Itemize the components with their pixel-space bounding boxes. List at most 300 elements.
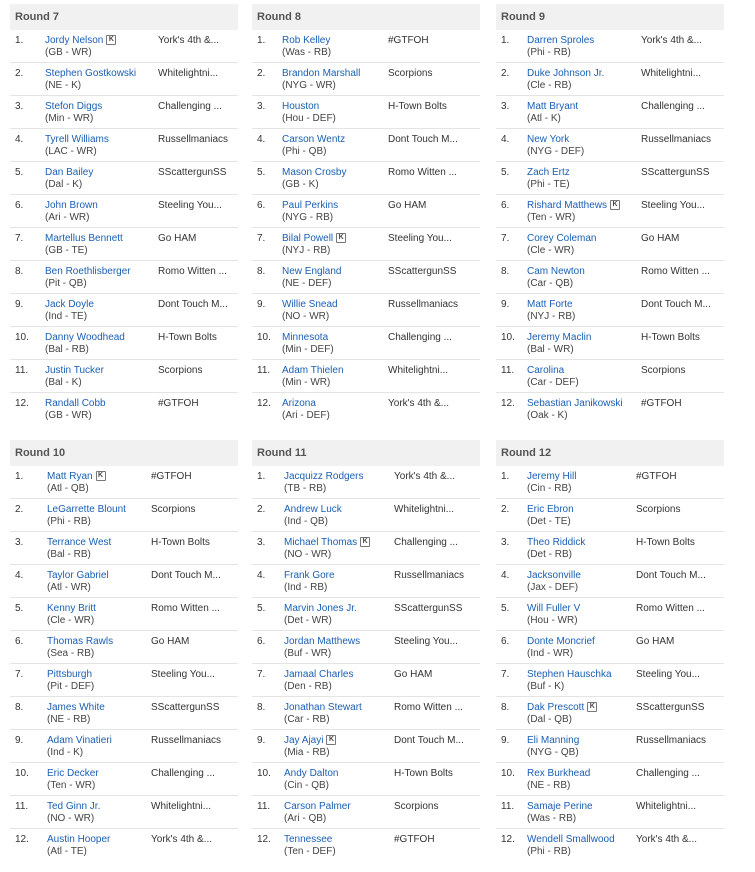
player-name-line (47, 537, 111, 549)
player-cell (47, 537, 111, 561)
player-team-position: (Oak - K) (527, 410, 568, 421)
player-cell (45, 35, 116, 59)
player-name-link[interactable]: Adam Vinatieri (47, 735, 112, 746)
player-name-link[interactable]: Tennessee (284, 834, 333, 845)
player-cell (527, 636, 595, 660)
player-name-link[interactable]: Matt Ryan (47, 471, 93, 482)
round-title: Round 11 (252, 440, 480, 466)
pick-row (10, 763, 238, 796)
player-name-line (45, 365, 104, 377)
player-cell (284, 702, 362, 726)
pick-number: 6. (15, 636, 24, 647)
player-team-position: (Det - WR) (284, 615, 332, 626)
player-name-line (282, 68, 360, 80)
fantasy-team-name: Dont Touch M... (151, 570, 221, 581)
pick-number: 3. (257, 101, 266, 112)
player-name-link[interactable]: Jamaal Charles (284, 669, 354, 680)
player-name-link[interactable]: Thomas Rawls (47, 636, 114, 647)
fantasy-team-name: Steeling You... (151, 669, 215, 680)
player-cell (527, 365, 579, 389)
player-name-link[interactable]: Dak Prescott (527, 702, 585, 713)
player-name-line (284, 471, 363, 483)
pick-number: 12. (501, 398, 515, 409)
player-name-link[interactable]: Austin Hooper (47, 834, 111, 845)
player-name-link[interactable]: Randall Cobb (45, 398, 106, 409)
player-name-link[interactable]: Carolina (527, 365, 565, 376)
player-name-link[interactable]: Dan Bailey (45, 167, 94, 178)
pick-row (252, 129, 480, 162)
fantasy-team-name: York's 4th &... (636, 834, 698, 845)
player-cell (282, 398, 330, 422)
player-name-link[interactable]: Eli Manning (527, 735, 580, 746)
player-name-link[interactable]: Andy Dalton (284, 768, 339, 779)
player-cell (527, 134, 584, 158)
player-team-position: (Bal - WR) (527, 344, 574, 355)
pick-row (252, 228, 480, 261)
player-name-link[interactable]: Rishard Matthews (527, 200, 608, 211)
player-name-line (45, 68, 136, 80)
player-team-position: (Cle - WR) (47, 615, 95, 626)
pick-row (10, 466, 238, 499)
fantasy-team-name: SScattergunSS (641, 167, 710, 178)
player-name-link[interactable]: Wendell Smallwood (527, 834, 615, 845)
pick-number: 8. (501, 702, 510, 713)
player-cell (284, 768, 338, 792)
player-name-line (47, 735, 112, 747)
pick-number: 11. (501, 365, 515, 376)
pick-number: 5. (501, 603, 510, 614)
player-cell (45, 365, 104, 389)
player-team-position: (Ind - WR) (527, 648, 574, 659)
fantasy-team-name: SScattergunSS (151, 702, 220, 713)
player-cell (47, 834, 110, 858)
player-team-position: (Ari - WR) (45, 212, 90, 223)
player-name-line (47, 603, 96, 615)
player-name-link[interactable]: Carson Wentz (282, 134, 346, 145)
fantasy-team-name: Romo Witten ... (394, 702, 463, 713)
player-name-link[interactable]: Carson Palmer (284, 801, 351, 812)
player-name-line (47, 669, 94, 681)
pick-number: 3. (501, 101, 510, 112)
player-cell (45, 167, 93, 191)
round-title: Round 8 (252, 4, 480, 30)
player-cell (527, 537, 585, 561)
pick-row (496, 796, 724, 829)
player-name-link[interactable]: Cam Newton (527, 266, 585, 277)
player-team-position: (NE - DEF) (282, 278, 332, 289)
player-cell (284, 669, 353, 693)
pick-row (496, 30, 724, 63)
player-cell (45, 200, 98, 224)
keeper-badge-icon: K (360, 537, 370, 547)
player-name-link[interactable]: Ted Ginn Jr. (47, 801, 101, 812)
player-name-line (527, 167, 570, 179)
player-cell (527, 570, 581, 594)
pick-number: 10. (257, 332, 271, 343)
player-cell (527, 101, 578, 125)
player-cell (47, 669, 94, 693)
player-name-line (45, 134, 109, 146)
pick-number: 6. (15, 200, 24, 211)
player-name-line (284, 504, 342, 516)
pick-number: 3. (501, 537, 510, 548)
fantasy-team-name: #GTFOH (636, 471, 677, 482)
fantasy-team-name: Whitelightni... (641, 68, 702, 79)
pick-row (252, 664, 480, 697)
fantasy-team-name: Scorpions (641, 365, 686, 376)
player-name-line (527, 398, 623, 410)
pick-number: 9. (501, 299, 510, 310)
player-team-position: (Det - RB) (527, 549, 572, 560)
player-name-link[interactable]: Houston (282, 101, 320, 112)
keeper-badge-icon: K (587, 702, 597, 712)
fantasy-team-name: Whitelightni... (636, 801, 697, 812)
fantasy-team-name: H-Town Bolts (394, 768, 453, 779)
player-name-link[interactable]: Jay Ajayi (284, 735, 324, 746)
pick-row (496, 565, 724, 598)
player-name-link[interactable]: Bilal Powell (282, 233, 334, 244)
pick-row (252, 96, 480, 129)
pick-number: 12. (257, 398, 271, 409)
player-team-position: (Atl - K) (527, 113, 561, 124)
pick-row (252, 565, 480, 598)
pick-row (252, 532, 480, 565)
fantasy-team-name: Steeling You... (641, 200, 705, 211)
pick-row (252, 499, 480, 532)
player-name-link[interactable]: New England (282, 266, 342, 277)
player-name-link[interactable]: Rex Burkhead (527, 768, 591, 779)
player-cell (282, 134, 345, 158)
fantasy-team-name: Challenging ... (388, 332, 452, 343)
player-name-line (284, 801, 351, 813)
pick-row (10, 63, 238, 96)
fantasy-team-name: Russellmaniacs (394, 570, 465, 581)
player-cell (45, 68, 136, 92)
player-cell (45, 101, 102, 125)
player-team-position: (GB - TE) (45, 245, 88, 256)
pick-row (496, 664, 724, 697)
fantasy-team-name: Russellmaniacs (151, 735, 222, 746)
player-cell (47, 636, 113, 660)
pick-row (496, 393, 724, 426)
player-name-link[interactable]: Stephen Hauschka (527, 669, 612, 680)
player-team-position: (Jax - DEF) (527, 582, 579, 593)
pick-number: 7. (15, 669, 24, 680)
keeper-badge-icon: K (106, 35, 116, 45)
player-name-line (527, 735, 579, 747)
pick-number: 5. (15, 603, 24, 614)
player-cell (282, 200, 338, 224)
player-team-position: (Car - RB) (284, 714, 330, 725)
player-name-link[interactable]: James White (47, 702, 105, 713)
player-name-link[interactable]: Andrew Luck (284, 504, 342, 515)
player-name-line (527, 801, 593, 813)
player-team-position: (NYG - DEF) (527, 146, 585, 157)
pick-row (252, 796, 480, 829)
player-team-position: (Ten - WR) (527, 212, 576, 223)
player-name-link[interactable]: Frank Gore (284, 570, 335, 581)
player-name-link[interactable]: Duke Johnson Jr. (527, 68, 605, 79)
player-name-link[interactable]: Marvin Jones Jr. (284, 603, 357, 614)
pick-number: 7. (15, 233, 24, 244)
player-cell (527, 801, 593, 825)
pick-row (496, 129, 724, 162)
player-cell (284, 636, 360, 660)
pick-row (496, 261, 724, 294)
player-team-position: (Hou - DEF) (282, 113, 336, 124)
player-name-link[interactable]: Rob Kelley (282, 35, 331, 46)
pick-row (252, 763, 480, 796)
player-cell (527, 603, 580, 627)
player-name-line (45, 101, 102, 113)
fantasy-team-name: #GTFOH (158, 398, 199, 409)
player-name-link[interactable]: Darren Sproles (527, 35, 595, 46)
pick-row (10, 499, 238, 532)
player-name-line (527, 266, 585, 278)
player-name-link[interactable]: Tyrell Williams (45, 134, 109, 145)
player-name-line (527, 570, 581, 582)
player-name-line (47, 768, 99, 780)
pick-number: 4. (257, 134, 266, 145)
pick-number: 4. (501, 570, 510, 581)
player-name-link[interactable]: Taylor Gabriel (47, 570, 109, 581)
player-team-position: (Mia - RB) (284, 747, 330, 758)
player-name-link[interactable]: Jonathan Stewart (284, 702, 362, 713)
player-name-line (527, 504, 574, 516)
player-name-link[interactable]: Samaje Perine (527, 801, 593, 812)
player-cell (282, 365, 344, 389)
player-name-link[interactable]: Zach Ertz (527, 167, 570, 178)
player-name-link[interactable]: Brandon Marshall (282, 68, 361, 79)
player-name-link[interactable]: Jeremy Hill (527, 471, 577, 482)
fantasy-team-name: Dont Touch M... (158, 299, 228, 310)
pick-number: 1. (257, 35, 266, 46)
player-name-link[interactable]: Jeremy Maclin (527, 332, 592, 343)
pick-number: 6. (501, 636, 510, 647)
player-team-position: (Buf - WR) (284, 648, 332, 659)
player-team-position: (Bal - K) (45, 377, 82, 388)
player-name-link[interactable]: Willie Snead (282, 299, 338, 310)
player-name-line (527, 35, 594, 47)
pick-row (496, 162, 724, 195)
player-name-link[interactable]: Michael Thomas (284, 537, 358, 548)
round-9-panel (496, 4, 724, 426)
player-name-link[interactable]: Minnesota (282, 332, 329, 343)
player-cell (282, 266, 341, 290)
player-name-line (527, 200, 620, 212)
player-name-line (527, 299, 575, 311)
player-name-link[interactable]: Eric Decker (47, 768, 99, 779)
player-cell (284, 801, 351, 825)
round-10-panel (10, 440, 238, 862)
pick-number: 7. (257, 669, 266, 680)
player-team-position: (NYJ - RB) (527, 311, 576, 322)
player-team-position: (GB - K) (282, 179, 319, 190)
player-name-link[interactable]: Jordy Nelson (45, 35, 104, 46)
player-name-link[interactable]: Adam Thielen (282, 365, 344, 376)
player-name-link[interactable]: Corey Coleman (527, 233, 597, 244)
player-cell (527, 669, 612, 693)
player-name-link[interactable]: Paul Perkins (282, 200, 339, 211)
pick-number: 6. (501, 200, 510, 211)
player-name-link[interactable]: Danny Woodhead (45, 332, 125, 343)
pick-row (252, 730, 480, 763)
player-team-position: (Ari - DEF) (282, 410, 330, 421)
player-name-link[interactable]: Sebastian Janikowski (527, 398, 623, 409)
pick-number: 12. (15, 398, 29, 409)
player-name-link[interactable]: Pittsburgh (47, 669, 93, 680)
player-name-link[interactable]: Justin Tucker (45, 365, 104, 376)
player-team-position: (Buf - K) (527, 681, 565, 692)
pick-number: 6. (257, 200, 266, 211)
pick-number: 8. (15, 702, 24, 713)
player-name-link[interactable]: Matt Bryant (527, 101, 579, 112)
fantasy-team-name: Whitelightni... (388, 365, 449, 376)
pick-row (496, 763, 724, 796)
player-cell (527, 35, 594, 59)
player-name-line (284, 669, 353, 681)
player-name-line (47, 834, 110, 846)
player-team-position: (Pit - QB) (45, 278, 87, 289)
player-name-line (284, 636, 360, 648)
pick-number: 7. (501, 669, 510, 680)
player-name-link[interactable]: Jacksonville (527, 570, 581, 581)
pick-number: 2. (257, 504, 266, 515)
pick-number: 4. (15, 134, 24, 145)
player-team-position: (NO - WR) (284, 549, 332, 560)
player-name-link[interactable]: Kenny Britt (47, 603, 96, 614)
player-name-link[interactable]: New York (527, 134, 570, 145)
player-team-position: (NO - WR) (282, 311, 330, 322)
pick-row (10, 360, 238, 393)
player-name-link[interactable]: Ben Roethlisberger (45, 266, 131, 277)
player-team-position: (NYJ - RB) (282, 245, 331, 256)
player-name-link[interactable]: Arizona (282, 398, 316, 409)
player-team-position: (Phi - TE) (527, 179, 570, 190)
player-team-position: (Car - QB) (527, 278, 574, 289)
fantasy-team-name: Romo Witten ... (151, 603, 220, 614)
round-title: Round 9 (496, 4, 724, 30)
player-name-link[interactable]: Matt Forte (527, 299, 573, 310)
player-name-line (284, 768, 338, 780)
fantasy-team-name: Russellmaniacs (636, 735, 707, 746)
player-team-position: (Hou - WR) (527, 615, 578, 626)
fantasy-team-name: Go HAM (388, 200, 427, 211)
pick-row (10, 327, 238, 360)
fantasy-team-name: Challenging ... (158, 101, 222, 112)
pick-row (496, 228, 724, 261)
player-cell (47, 768, 99, 792)
pick-number: 10. (257, 768, 271, 779)
player-cell (527, 702, 597, 726)
player-name-line (282, 35, 331, 47)
fantasy-team-name: Steeling You... (394, 636, 458, 647)
pick-row (10, 631, 238, 664)
pick-number: 1. (15, 35, 24, 46)
player-cell (527, 504, 574, 528)
player-name-link[interactable]: Theo Riddick (527, 537, 586, 548)
player-name-line (282, 167, 346, 179)
player-name-link[interactable]: Stephen Gostkowski (45, 68, 137, 79)
pick-number: 6. (257, 636, 266, 647)
player-cell (47, 735, 112, 759)
player-name-link[interactable]: Will Fuller V (527, 603, 581, 614)
pick-row (252, 697, 480, 730)
fantasy-team-name: Challenging ... (151, 768, 215, 779)
fantasy-team-name: Challenging ... (641, 101, 705, 112)
player-name-line (527, 233, 596, 245)
pick-number: 2. (15, 68, 24, 79)
pick-number: 4. (15, 570, 24, 581)
pick-number: 11. (257, 365, 271, 376)
player-name-line (47, 504, 126, 516)
pick-number: 11. (501, 801, 515, 812)
player-name-link[interactable]: Jordan Matthews (284, 636, 361, 647)
player-name-line (47, 471, 106, 483)
fantasy-team-name: SScattergunSS (636, 702, 705, 713)
player-team-position: (NE - K) (45, 80, 82, 91)
player-name-link[interactable]: Donte Moncrief (527, 636, 595, 647)
fantasy-team-name: Go HAM (394, 669, 433, 680)
player-name-link[interactable]: Jacquizz Rodgers (284, 471, 364, 482)
player-name-line (527, 834, 615, 846)
player-name-line (527, 134, 584, 146)
pick-number: 9. (257, 299, 266, 310)
pick-row (252, 466, 480, 499)
fantasy-team-name: Whitelightni... (151, 801, 212, 812)
player-name-line (527, 702, 597, 714)
player-name-link[interactable]: LeGarrette Blount (47, 504, 126, 515)
pick-number: 3. (15, 537, 24, 548)
player-team-position: (NO - WR) (47, 813, 95, 824)
pick-row (252, 63, 480, 96)
fantasy-team-name: Steeling You... (388, 233, 452, 244)
player-cell (527, 233, 596, 257)
fantasy-team-name: Whitelightni... (158, 68, 219, 79)
player-name-line (282, 299, 338, 311)
pick-row (10, 664, 238, 697)
player-name-line (527, 603, 580, 615)
player-team-position: (Phi - RB) (527, 47, 571, 58)
player-team-position: (Ind - K) (47, 747, 84, 758)
player-team-position: (Ind - QB) (284, 516, 328, 527)
player-cell (527, 299, 575, 323)
fantasy-team-name: Scorpions (151, 504, 196, 515)
player-team-position: (Phi - RB) (47, 516, 91, 527)
keeper-badge-icon: K (610, 200, 620, 210)
player-name-link[interactable]: Mason Crosby (282, 167, 347, 178)
player-team-position: (Cin - QB) (284, 780, 329, 791)
player-cell (47, 504, 126, 528)
player-name-link[interactable]: John Brown (45, 200, 98, 211)
player-name-link[interactable]: Stefon Diggs (45, 101, 103, 112)
player-name-link[interactable]: Terrance West (47, 537, 112, 548)
player-name-line (47, 636, 113, 648)
pick-number: 3. (257, 537, 266, 548)
fantasy-team-name: #GTFOH (388, 35, 429, 46)
player-name-line (282, 233, 346, 245)
player-cell (527, 735, 579, 759)
fantasy-team-name: Dont Touch M... (636, 570, 706, 581)
player-name-link[interactable]: Jack Doyle (45, 299, 94, 310)
player-cell (284, 834, 336, 858)
fantasy-team-name: York's 4th &... (388, 398, 450, 409)
player-name-link[interactable]: Martellus Bennett (45, 233, 123, 244)
pick-row (10, 796, 238, 829)
player-name-link[interactable]: Eric Ebron (527, 504, 574, 515)
player-cell (45, 134, 109, 158)
fantasy-team-name: York's 4th &... (151, 834, 213, 845)
